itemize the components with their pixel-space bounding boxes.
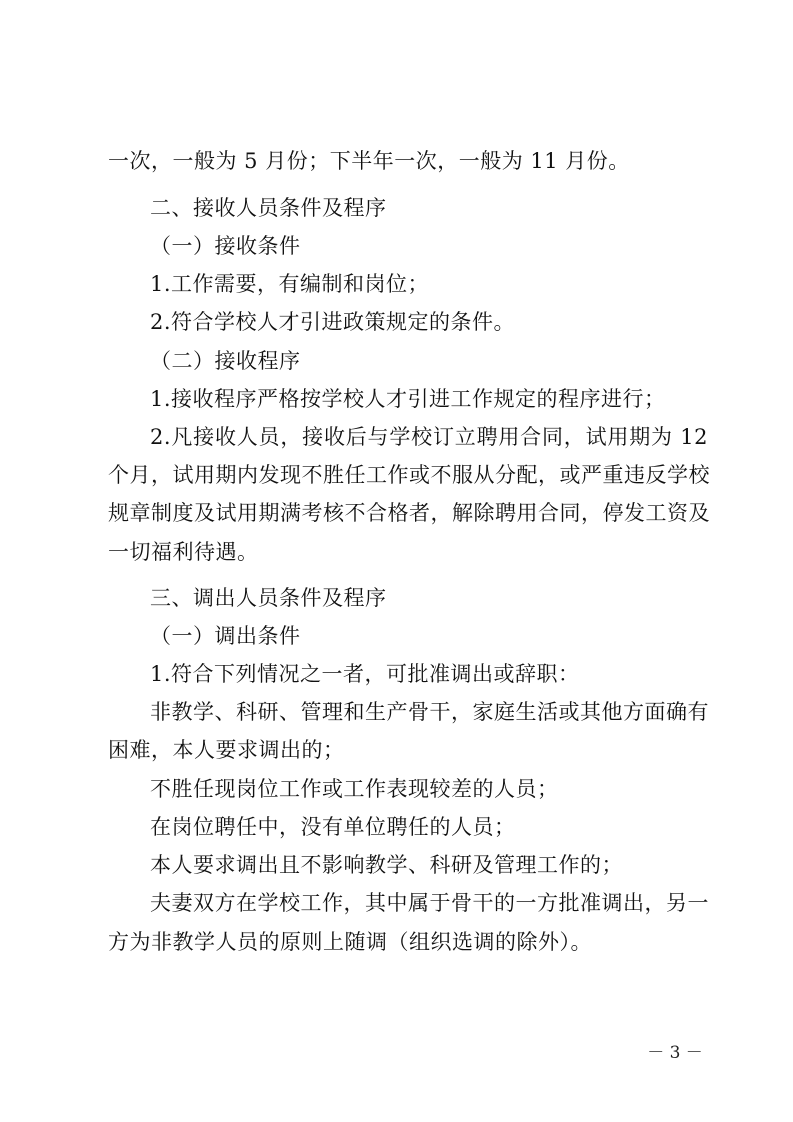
- list-item: 本人要求调出且不影响教学、科研及管理工作的；: [150, 853, 623, 877]
- list-item: 夫妻双方在学校工作，其中属于骨干的一方批准调出，另一: [150, 891, 709, 915]
- section-heading: 三、调出人员条件及程序: [150, 586, 387, 610]
- list-item: 在岗位聘任中，没有单位聘任的人员；: [150, 815, 516, 839]
- list-item: 不胜任现岗位工作或工作表现较差的人员；: [150, 777, 559, 801]
- paragraph-line: 个月，试用期内发现不胜任工作或不服从分配，或严重违反学校: [108, 463, 710, 487]
- paragraph-line: 一切福利待遇。: [108, 540, 259, 564]
- paragraph-line: 方为非教学人员的原则上随调（组织选调的除外）。: [108, 930, 592, 954]
- list-item: 非教学、科研、管理和生产骨干，家庭生活或其他方面确有: [150, 700, 709, 724]
- paragraph-line: 规章制度及试用期满考核不合格者，解除聘用合同，停发工资及: [108, 501, 710, 525]
- list-item: 1.工作需要，有编制和岗位；: [150, 272, 430, 296]
- subsection-heading: （一）调出条件: [150, 624, 301, 648]
- list-item: 1.接收程序严格按学校人才引进工作规定的程序进行；: [150, 387, 666, 411]
- paragraph-line: 一次，一般为 5 月份；下半年一次，一般为 11 月份。: [108, 149, 630, 173]
- page-number: － 3 －: [647, 1043, 703, 1063]
- paragraph-line: 困难，本人要求调出的；: [108, 738, 345, 762]
- list-item: 1.符合下列情况之一者，可批准调出或辞职：: [150, 662, 580, 686]
- subsection-heading: （二）接收程序: [150, 349, 301, 373]
- section-heading: 二、接收人员条件及程序: [150, 196, 387, 220]
- list-item: 2.符合学校人才引进政策规定的条件。: [150, 310, 516, 334]
- list-item: 2.凡接收人员，接收后与学校订立聘用合同，试用期为 12: [150, 425, 708, 449]
- subsection-heading: （一）接收条件: [150, 234, 301, 258]
